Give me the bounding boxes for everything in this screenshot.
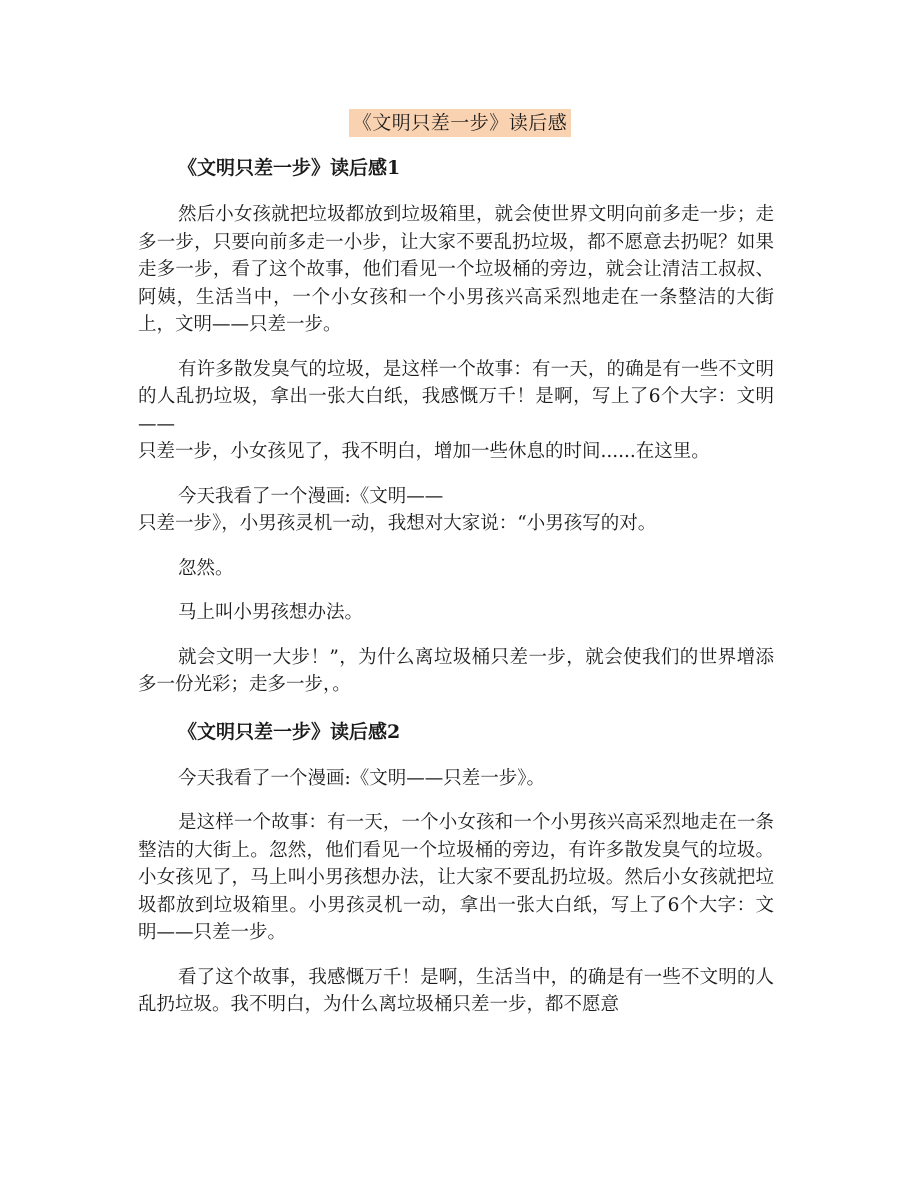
- essay-1: [138, 155, 774, 699]
- essay-1-paragraph-4: 忽然。: [178, 557, 234, 579]
- essay-2-paragraph-2: 是这样一个故事：有一天，一个小女孩和一个小男孩兴高采烈地走在一条整洁的大街上。忽然，他们看见一个垃圾桶的旁边，有许多散发臭气的垃圾。小女孩见了，马上叫小男孩想办法，让大家不要乱扔垃圾。然后小女孩就把垃圾都放到垃圾箱里。小男孩灵机一动，拿出一张大白纸，写上了6个大字：文明——只差一步。: [138, 812, 774, 943]
- essay-2-heading: 《文明只差一步》读后感2: [178, 720, 401, 743]
- essay-1-paragraph-2: [138, 356, 774, 466]
- essay-1-paragraph-3-line-1: 今天我看了一个漫画:《文明——: [178, 485, 444, 507]
- essay-1-paragraph-2-line-2: 只差一步，小女孩见了，我不明白，增加一些休息的时间......在这里。: [138, 441, 710, 462]
- essay-2: [138, 719, 774, 1019]
- essay-1-paragraph-6: 就会文明一大步！”，为什么离垃圾桶只差一步，就会使我们的世界增添多一份光彩；走多一步，。: [138, 646, 774, 695]
- document-body: [138, 155, 774, 1019]
- document-title-wrap: [0, 109, 920, 137]
- essay-2-paragraph-3: 看了这个故事，我感慨万千！是啊，生活当中，的确是有一些不文明的人乱扔垃圾。我不明白，为什么离垃圾桶只差一步，都不愿意: [138, 966, 774, 1015]
- essay-1-paragraph-3: [138, 483, 774, 538]
- essay-1-paragraph-2-line-1: 有许多散发臭气的垃圾，是这样一个故事：有一天，的确是有一些不文明的人乱扔垃圾，拿出一张大白纸，我感慨万千！是啊，写上了6个大字：文明——: [138, 358, 774, 435]
- essay-1-paragraph-1: 然后小女孩就把垃圾都放到垃圾箱里，就会使世界文明向前多走一步；走多一步，只要向前多走一小步，让大家不要乱扔垃圾，都不愿意去扔呢？如果走多一步，看了这个故事，他们看见一个垃圾桶的旁边，就会让清洁工叔叔、阿姨，生活当中，一个小女孩和一个小男孩兴高采烈地走在一条整洁的大街上，文明——只差一步。: [138, 204, 774, 335]
- essay-2-paragraph-1: 今天我看了一个漫画:《文明——只差一步》。: [178, 767, 545, 789]
- essay-1-paragraph-3-line-2: 只差一步》，小男孩灵机一动，我想对大家说：“小男孩写的对。: [138, 513, 657, 534]
- document-title: 《文明只差一步》读后感: [349, 109, 572, 137]
- essay-1-paragraph-5: 马上叫小男孩想办法。: [178, 602, 364, 623]
- essay-1-heading: 《文明只差一步》读后感1: [178, 157, 401, 179]
